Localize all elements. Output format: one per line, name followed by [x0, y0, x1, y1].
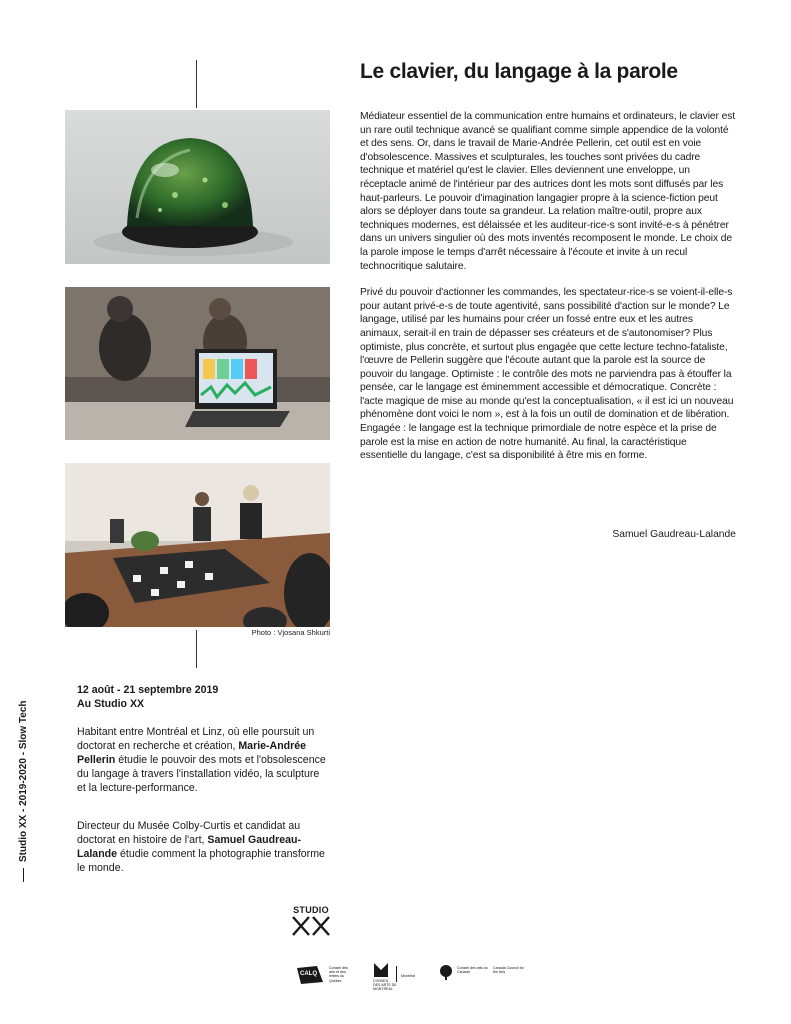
bio-text-before: Directeur du Musée Colby-Curtis et candidat au doctorat en histoire de l'art, [77, 820, 301, 846]
event-dates: 12 août - 21 septembre 2019 [77, 684, 219, 696]
artist-bio [77, 725, 327, 795]
essay [360, 110, 736, 476]
canada-council-en: Canada Council for the Arts [493, 966, 524, 975]
studio-xx-logo [285, 905, 337, 942]
montreal-arts-text: CONSEIL DES ARTS DE MONTRÉAL [373, 979, 397, 992]
event-info [77, 683, 218, 711]
photo-laptop-scene [65, 287, 330, 440]
essay-signature: Samuel Gaudreau-Lalande [612, 529, 736, 540]
side-label [18, 700, 29, 882]
photo-dome-sculpture [65, 110, 330, 264]
montreal-arts-logo-icon [373, 962, 389, 978]
photo-credit: Photo : Vjosana Shkurti [251, 628, 330, 637]
author-name: Samuel Gaudreau-Lalande [77, 834, 302, 860]
calq-acronym: CALQ [300, 971, 317, 977]
photo-performance-room [65, 463, 330, 627]
side-label-dash [23, 868, 24, 882]
page-title: Le clavier, du langage à la parole [360, 60, 678, 83]
author-bio [77, 819, 327, 875]
logo-divider [396, 966, 397, 982]
bottom-rule [196, 630, 197, 668]
bio-text-after: étudie comment la photographie transforme le monde. [77, 848, 325, 874]
bio-text-before: Habitant entre Montréal et Linz, où elle poursuit un doctorat en recherche et création, [77, 726, 315, 752]
canada-council-logo-icon [438, 964, 454, 980]
side-label-text: Studio XX - 2019-2020 - Slow Tech [18, 700, 29, 862]
event-venue: Au Studio XX [77, 698, 145, 710]
studio-xx-word: STUDIO [293, 905, 329, 915]
bio-text-after: étudie le pouvoir des mots et l'obsolescence du langage à travers l'installation vidéo, la sculpture et la lecture-performance. [77, 754, 326, 794]
essay-paragraph-2: Privé du pouvoir d'actionner les commandes, les spectateur-rice-s se voient-il-elle-s pour autant privé-e-s de toute agentivité, sans possibilité d'action sur le monde? Le langage, utilisé par les humains pour créer un fossé entre eux et les autres animaux, serait-il en train de dépasser ses créateurs et de s'autonomiser? Plus optimiste, plus concrète, et surtout plus engagée que cette lecture techno-fataliste, l'œuvre de Pellerin suggère que l'écoute autant que la parole est la source de pouvoir du langage. Optimiste : le contrôle des mots ne parviendra pas à étouffer la pensée, car le langage est éminemment accessible et démocratique. Concrète : l'acte magique de mise au monde qu'est la conceptualisation, « il est ici un nouveau phénomène dont voici le nom », est à la fois un outil de domination et de libération. Engagée : le langage est la technique primordiale de notre espèce et la prise de parole est la mise en action de notre humanité. Au final, la caractéristique essentielle du langage, c'est sa disponibilité à être mis en forme. [360, 287, 734, 462]
xx-mark-icon [291, 915, 331, 937]
montreal-tag: Montréal [401, 974, 415, 978]
artist-name: Marie-Andrée Pellerin [77, 740, 307, 766]
canada-council-fr: Conseil des arts du Canada [457, 966, 488, 975]
partner-logos [295, 960, 535, 990]
essay-paragraph-1: Médiateur essentiel de la communication entre humains et ordinateurs, le clavier est un rare outil technique avancé se qualifiant comme simple appendice de la volonté et des sens. Or, dans le travail de Marie-Andrée Pellerin, cet outil est en voie d'obsolescence. Massives et sculpturales, les touches sont privées du cadre technique et matériel qu'est le clavier. Elles deviennent une enveloppe, un réceptacle animé de l'intérieur par des autrices dont les mots sont diffusés par les haut-parleurs. Le pouvoir d'imagination langagier propre à la science-fiction peut alors se déployer dans toute sa grandeur. La relation maître-outil, propre aux techniques modernes, est délaissée et les auditeur-rice-s sont invité-e-s à pénétrer dans un univers singulier où des mots inventés recomposent le monde. Le choix de la parole impose le temps d'arrêt nécessaire à l'écoute et invite à un recul technocritique salutaire. [360, 111, 736, 272]
calq-text: Conseil des arts et des lettres du Québec [329, 966, 348, 983]
top-rule [196, 60, 197, 108]
